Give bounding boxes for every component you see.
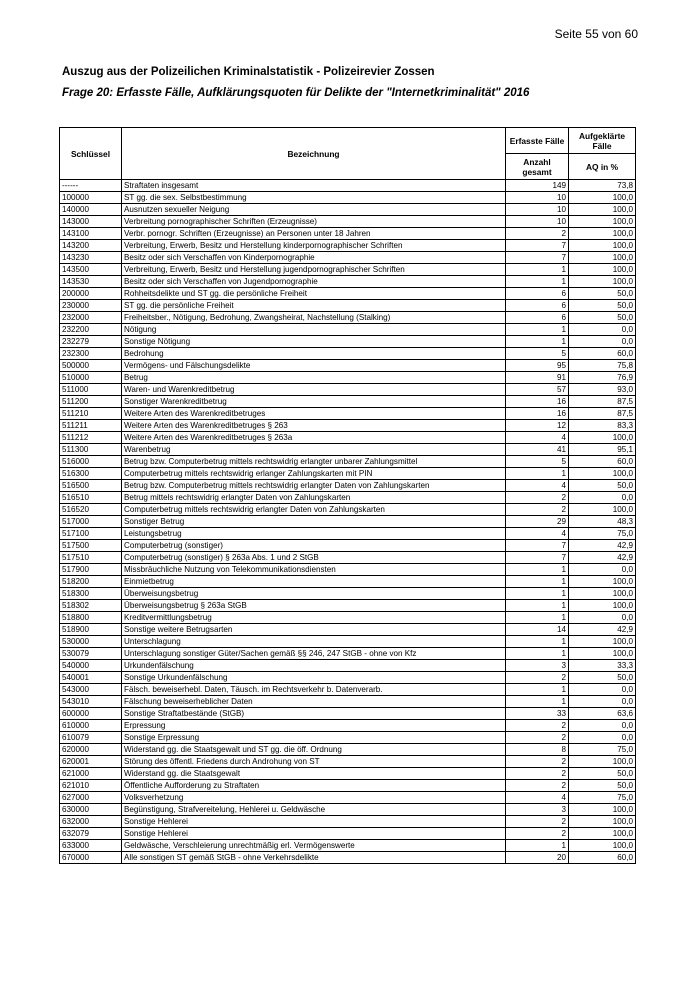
row-name: Sonstige Nötigung bbox=[122, 336, 506, 348]
table-row bbox=[60, 264, 636, 276]
row-count: 1 bbox=[506, 336, 569, 348]
row-count: 1 bbox=[506, 324, 569, 336]
row-key: 516000 bbox=[60, 456, 122, 468]
row-count: 6 bbox=[506, 300, 569, 312]
row-aq: 100,0 bbox=[569, 432, 636, 444]
row-name: Missbräuchliche Nutzung von Telekommunikationsdiensten bbox=[122, 564, 506, 576]
row-aq: 50,0 bbox=[569, 300, 636, 312]
row-key: 540001 bbox=[60, 672, 122, 684]
table-row bbox=[60, 408, 636, 420]
row-key: 516510 bbox=[60, 492, 122, 504]
row-count: 2 bbox=[506, 492, 569, 504]
row-name: Kreditvermittlungsbetrug bbox=[122, 612, 506, 624]
row-count: 2 bbox=[506, 672, 569, 684]
table-row bbox=[60, 756, 636, 768]
row-count: 1 bbox=[506, 588, 569, 600]
row-aq: 50,0 bbox=[569, 312, 636, 324]
table-row bbox=[60, 288, 636, 300]
row-count: 1 bbox=[506, 576, 569, 588]
row-count: 8 bbox=[506, 744, 569, 756]
table-row bbox=[60, 348, 636, 360]
row-key: 633000 bbox=[60, 840, 122, 852]
row-aq: 100,0 bbox=[569, 804, 636, 816]
row-key: 232000 bbox=[60, 312, 122, 324]
row-aq: 100,0 bbox=[569, 840, 636, 852]
statistics-table bbox=[59, 127, 636, 864]
row-aq: 95,1 bbox=[569, 444, 636, 456]
row-aq: 75,0 bbox=[569, 792, 636, 804]
row-aq: 100,0 bbox=[569, 252, 636, 264]
row-aq: 100,0 bbox=[569, 600, 636, 612]
row-count: 4 bbox=[506, 528, 569, 540]
row-key: 610000 bbox=[60, 720, 122, 732]
row-aq: 0,0 bbox=[569, 324, 636, 336]
row-key: 200000 bbox=[60, 288, 122, 300]
row-count: 6 bbox=[506, 312, 569, 324]
table-row bbox=[60, 228, 636, 240]
row-count: 2 bbox=[506, 732, 569, 744]
table-row bbox=[60, 384, 636, 396]
row-key: 517100 bbox=[60, 528, 122, 540]
row-name: ST gg. die sex. Selbstbestimmung bbox=[122, 192, 506, 204]
row-count: 1 bbox=[506, 684, 569, 696]
row-name: Ausnutzen sexueller Neigung bbox=[122, 204, 506, 216]
row-name: Verbr. pornogr. Schriften (Erzeugnisse) an Personen unter 18 Jahren bbox=[122, 228, 506, 240]
row-key: 518302 bbox=[60, 600, 122, 612]
row-name: Unterschlagung bbox=[122, 636, 506, 648]
row-count: 95 bbox=[506, 360, 569, 372]
row-key: 610079 bbox=[60, 732, 122, 744]
row-aq: 0,0 bbox=[569, 336, 636, 348]
row-key: 632079 bbox=[60, 828, 122, 840]
table-row bbox=[60, 396, 636, 408]
row-key: 500000 bbox=[60, 360, 122, 372]
row-aq: 100,0 bbox=[569, 204, 636, 216]
row-name: Betrug bbox=[122, 372, 506, 384]
table-row bbox=[60, 252, 636, 264]
row-aq: 100,0 bbox=[569, 504, 636, 516]
row-name: Betrug bzw. Computerbetrug mittels rechtswidrig erlangter unbarer Zahlungsmittel bbox=[122, 456, 506, 468]
row-name: Verbreitung, Erwerb, Besitz und Herstellung jugendpornographischer Schriften bbox=[122, 264, 506, 276]
row-name: Freiheitsber., Nötigung, Bedrohung, Zwangsheirat, Nachstellung (Stalking) bbox=[122, 312, 506, 324]
row-name: Warenbetrug bbox=[122, 444, 506, 456]
row-key: 517500 bbox=[60, 540, 122, 552]
row-aq: 63,6 bbox=[569, 708, 636, 720]
row-aq: 0,0 bbox=[569, 612, 636, 624]
row-aq: 50,0 bbox=[569, 288, 636, 300]
row-name: Sonstiger Betrug bbox=[122, 516, 506, 528]
row-name: Weitere Arten des Warenkreditbetruges bbox=[122, 408, 506, 420]
row-key: 516520 bbox=[60, 504, 122, 516]
row-count: 16 bbox=[506, 408, 569, 420]
row-count: 41 bbox=[506, 444, 569, 456]
row-count: 2 bbox=[506, 720, 569, 732]
table-row bbox=[60, 648, 636, 660]
row-name: Begünstigung, Strafvereitelung, Hehlerei u. Geldwäsche bbox=[122, 804, 506, 816]
row-count: 20 bbox=[506, 852, 569, 864]
table-row bbox=[60, 600, 636, 612]
row-count: 1 bbox=[506, 264, 569, 276]
row-name: Einmietbetrug bbox=[122, 576, 506, 588]
row-aq: 33,3 bbox=[569, 660, 636, 672]
table-row bbox=[60, 240, 636, 252]
table-body bbox=[60, 180, 636, 864]
row-count: 2 bbox=[506, 816, 569, 828]
row-count: 3 bbox=[506, 804, 569, 816]
row-aq: 87,5 bbox=[569, 396, 636, 408]
row-aq: 100,0 bbox=[569, 816, 636, 828]
table-row bbox=[60, 840, 636, 852]
header-solved-sub: AQ in % bbox=[569, 154, 636, 180]
row-aq: 87,5 bbox=[569, 408, 636, 420]
table-row bbox=[60, 696, 636, 708]
row-count: 1 bbox=[506, 564, 569, 576]
row-name: Straftaten insgesamt bbox=[122, 180, 506, 192]
row-count: 2 bbox=[506, 828, 569, 840]
row-key: 100000 bbox=[60, 192, 122, 204]
table-row bbox=[60, 624, 636, 636]
row-count: 14 bbox=[506, 624, 569, 636]
row-count: 10 bbox=[506, 216, 569, 228]
row-name: Fälschung beweiserheblicher Daten bbox=[122, 696, 506, 708]
row-count: 1 bbox=[506, 468, 569, 480]
row-name: Sonstige Hehlerei bbox=[122, 816, 506, 828]
table-row bbox=[60, 492, 636, 504]
row-count: 7 bbox=[506, 540, 569, 552]
row-count: 4 bbox=[506, 792, 569, 804]
row-key: 143200 bbox=[60, 240, 122, 252]
row-name: Sonstige Hehlerei bbox=[122, 828, 506, 840]
row-aq: 48,3 bbox=[569, 516, 636, 528]
row-key: 143000 bbox=[60, 216, 122, 228]
row-name: Nötigung bbox=[122, 324, 506, 336]
table-row bbox=[60, 192, 636, 204]
table-row bbox=[60, 660, 636, 672]
row-key: 511210 bbox=[60, 408, 122, 420]
row-name: Vermögens- und Fälschungsdelikte bbox=[122, 360, 506, 372]
table-row bbox=[60, 576, 636, 588]
row-aq: 50,0 bbox=[569, 768, 636, 780]
row-name: Widerstand gg. die Staatsgewalt bbox=[122, 768, 506, 780]
row-aq: 100,0 bbox=[569, 468, 636, 480]
row-aq: 60,0 bbox=[569, 456, 636, 468]
row-key: 232279 bbox=[60, 336, 122, 348]
table-row bbox=[60, 780, 636, 792]
row-key: 517000 bbox=[60, 516, 122, 528]
table-row bbox=[60, 504, 636, 516]
row-name: Überweisungsbetrug bbox=[122, 588, 506, 600]
row-name: Besitz oder sich Verschaffen von Kinderpornographie bbox=[122, 252, 506, 264]
header-name: Bezeichnung bbox=[122, 128, 506, 180]
row-key: 530000 bbox=[60, 636, 122, 648]
page-number: Seite 55 von 60 bbox=[554, 27, 638, 41]
row-aq: 0,0 bbox=[569, 684, 636, 696]
row-aq: 0,0 bbox=[569, 696, 636, 708]
row-name: Besitz oder sich Verschaffen von Jugendpornographie bbox=[122, 276, 506, 288]
row-count: 10 bbox=[506, 192, 569, 204]
row-aq: 100,0 bbox=[569, 588, 636, 600]
table-row bbox=[60, 744, 636, 756]
row-count: 2 bbox=[506, 228, 569, 240]
row-name: Widerstand gg. die Staatsgewalt und ST gg. die öff. Ordnung bbox=[122, 744, 506, 756]
row-aq: 0,0 bbox=[569, 564, 636, 576]
row-key: 511212 bbox=[60, 432, 122, 444]
row-key: 143500 bbox=[60, 264, 122, 276]
row-key: ------ bbox=[60, 180, 122, 192]
table-row bbox=[60, 360, 636, 372]
row-name: Computerbetrug (sonstiger) bbox=[122, 540, 506, 552]
table-row bbox=[60, 792, 636, 804]
row-key: 518800 bbox=[60, 612, 122, 624]
row-count: 91 bbox=[506, 372, 569, 384]
row-count: 1 bbox=[506, 636, 569, 648]
row-count: 16 bbox=[506, 396, 569, 408]
row-count: 3 bbox=[506, 660, 569, 672]
table-row bbox=[60, 852, 636, 864]
row-key: 670000 bbox=[60, 852, 122, 864]
row-aq: 100,0 bbox=[569, 576, 636, 588]
row-aq: 50,0 bbox=[569, 780, 636, 792]
table-row bbox=[60, 828, 636, 840]
row-key: 530079 bbox=[60, 648, 122, 660]
header-cases-sub: Anzahl gesamt bbox=[506, 154, 569, 180]
table-row bbox=[60, 216, 636, 228]
table-row bbox=[60, 684, 636, 696]
row-aq: 75,8 bbox=[569, 360, 636, 372]
row-key: 143230 bbox=[60, 252, 122, 264]
table-row bbox=[60, 540, 636, 552]
row-key: 621010 bbox=[60, 780, 122, 792]
row-count: 2 bbox=[506, 768, 569, 780]
row-aq: 100,0 bbox=[569, 828, 636, 840]
row-name: Unterschlagung sonstiger Güter/Sachen gemäß §§ 246, 247 StGB - ohne von Kfz bbox=[122, 648, 506, 660]
row-name: Volksverhetzung bbox=[122, 792, 506, 804]
row-name: Betrug mittels rechtswidrig erlangter Daten von Zahlungskarten bbox=[122, 492, 506, 504]
row-key: 620001 bbox=[60, 756, 122, 768]
table-row bbox=[60, 324, 636, 336]
row-name: Alle sonstigen ST gemäß StGB - ohne Verkehrsdelikte bbox=[122, 852, 506, 864]
row-name: ST gg. die persönliche Freiheit bbox=[122, 300, 506, 312]
table-row bbox=[60, 432, 636, 444]
row-key: 511200 bbox=[60, 396, 122, 408]
row-count: 1 bbox=[506, 276, 569, 288]
row-count: 57 bbox=[506, 384, 569, 396]
row-aq: 75,0 bbox=[569, 528, 636, 540]
row-key: 510000 bbox=[60, 372, 122, 384]
row-name: Überweisungsbetrug § 263a StGB bbox=[122, 600, 506, 612]
row-aq: 100,0 bbox=[569, 264, 636, 276]
row-name: Sonstige Urkundenfälschung bbox=[122, 672, 506, 684]
row-name: Fälsch. beweiserhebl. Daten, Täusch. im Rechtsverkehr b. Datenverarb. bbox=[122, 684, 506, 696]
table-row bbox=[60, 768, 636, 780]
row-aq: 50,0 bbox=[569, 480, 636, 492]
row-key: 143100 bbox=[60, 228, 122, 240]
row-aq: 100,0 bbox=[569, 636, 636, 648]
row-aq: 83,3 bbox=[569, 420, 636, 432]
row-key: 518300 bbox=[60, 588, 122, 600]
row-aq: 60,0 bbox=[569, 348, 636, 360]
table-row bbox=[60, 720, 636, 732]
row-key: 232300 bbox=[60, 348, 122, 360]
document-title: Auszug aus der Polizeilichen Kriminalstatistik - Polizeirevier Zossen bbox=[62, 66, 435, 78]
row-count: 33 bbox=[506, 708, 569, 720]
row-aq: 75,0 bbox=[569, 744, 636, 756]
row-count: 1 bbox=[506, 648, 569, 660]
row-key: 511300 bbox=[60, 444, 122, 456]
row-name: Computerbetrug mittels rechtswidrig erlangter Daten von Zahlungskarten bbox=[122, 504, 506, 516]
row-name: Öffentliche Aufforderung zu Straftaten bbox=[122, 780, 506, 792]
row-aq: 100,0 bbox=[569, 228, 636, 240]
table-row bbox=[60, 564, 636, 576]
row-aq: 100,0 bbox=[569, 192, 636, 204]
row-name: Leistungsbetrug bbox=[122, 528, 506, 540]
row-name: Waren- und Warenkreditbetrug bbox=[122, 384, 506, 396]
row-count: 2 bbox=[506, 756, 569, 768]
row-count: 29 bbox=[506, 516, 569, 528]
row-name: Rohheitsdelikte und ST gg. die persönliche Freiheit bbox=[122, 288, 506, 300]
row-count: 4 bbox=[506, 432, 569, 444]
table-row bbox=[60, 528, 636, 540]
document-subtitle: Frage 20: Erfasste Fälle, Aufklärungsquoten für Delikte der "Internetkriminalität" 2016 bbox=[62, 87, 530, 99]
row-aq: 73,8 bbox=[569, 180, 636, 192]
row-name: Verbreitung pornographischer Schriften (Erzeugnisse) bbox=[122, 216, 506, 228]
row-key: 518900 bbox=[60, 624, 122, 636]
table-row bbox=[60, 552, 636, 564]
row-key: 543010 bbox=[60, 696, 122, 708]
table-row bbox=[60, 300, 636, 312]
row-name: Bedrohung bbox=[122, 348, 506, 360]
row-aq: 100,0 bbox=[569, 648, 636, 660]
row-aq: 42,9 bbox=[569, 624, 636, 636]
row-name: Betrug bzw. Computerbetrug mittels rechtswidrig erlangter Daten von Zahlungskarten bbox=[122, 480, 506, 492]
row-name: Sonstige Erpressung bbox=[122, 732, 506, 744]
row-count: 149 bbox=[506, 180, 569, 192]
table-row bbox=[60, 804, 636, 816]
row-count: 1 bbox=[506, 696, 569, 708]
row-count: 1 bbox=[506, 612, 569, 624]
row-aq: 0,0 bbox=[569, 720, 636, 732]
row-aq: 76,9 bbox=[569, 372, 636, 384]
row-name: Geldwäsche, Verschleierung unrechtmäßig erl. Vermögenswerte bbox=[122, 840, 506, 852]
table-row bbox=[60, 708, 636, 720]
row-key: 620000 bbox=[60, 744, 122, 756]
row-key: 516500 bbox=[60, 480, 122, 492]
row-key: 627000 bbox=[60, 792, 122, 804]
header-key: Schlüssel bbox=[60, 128, 122, 180]
table-row bbox=[60, 444, 636, 456]
row-count: 1 bbox=[506, 840, 569, 852]
row-name: Erpressung bbox=[122, 720, 506, 732]
row-count: 5 bbox=[506, 456, 569, 468]
row-key: 232200 bbox=[60, 324, 122, 336]
row-aq: 100,0 bbox=[569, 216, 636, 228]
table-row bbox=[60, 312, 636, 324]
row-key: 230000 bbox=[60, 300, 122, 312]
row-key: 600000 bbox=[60, 708, 122, 720]
table-row bbox=[60, 732, 636, 744]
row-key: 143530 bbox=[60, 276, 122, 288]
row-count: 7 bbox=[506, 240, 569, 252]
table-row bbox=[60, 672, 636, 684]
table-row bbox=[60, 468, 636, 480]
table-row bbox=[60, 336, 636, 348]
row-key: 517900 bbox=[60, 564, 122, 576]
row-name: Computerbetrug (sonstiger) § 263a Abs. 1 und 2 StGB bbox=[122, 552, 506, 564]
row-aq: 100,0 bbox=[569, 756, 636, 768]
row-name: Sonstiger Warenkreditbetrug bbox=[122, 396, 506, 408]
header-cases: Erfasste Fälle bbox=[506, 128, 569, 154]
table-row bbox=[60, 816, 636, 828]
row-count: 10 bbox=[506, 204, 569, 216]
row-key: 621000 bbox=[60, 768, 122, 780]
row-aq: 100,0 bbox=[569, 276, 636, 288]
row-count: 2 bbox=[506, 780, 569, 792]
row-name: Computerbetrug mittels rechtswidrig erlanger Zahlungskarten mit PIN bbox=[122, 468, 506, 480]
row-count: 1 bbox=[506, 600, 569, 612]
row-name: Weitere Arten des Warenkreditbetruges § 263a bbox=[122, 432, 506, 444]
row-name: Sonstige Straftatbestände (StGB) bbox=[122, 708, 506, 720]
row-count: 5 bbox=[506, 348, 569, 360]
row-count: 7 bbox=[506, 252, 569, 264]
row-name: Urkundenfälschung bbox=[122, 660, 506, 672]
row-key: 630000 bbox=[60, 804, 122, 816]
table-row bbox=[60, 456, 636, 468]
row-name: Weitere Arten des Warenkreditbetruges § 263 bbox=[122, 420, 506, 432]
row-count: 4 bbox=[506, 480, 569, 492]
row-name: Verbreitung, Erwerb, Besitz und Herstellung kinderpornographischer Schriften bbox=[122, 240, 506, 252]
row-aq: 93,0 bbox=[569, 384, 636, 396]
row-key: 518200 bbox=[60, 576, 122, 588]
row-count: 6 bbox=[506, 288, 569, 300]
table-row bbox=[60, 480, 636, 492]
row-aq: 100,0 bbox=[569, 240, 636, 252]
row-count: 2 bbox=[506, 504, 569, 516]
row-key: 511211 bbox=[60, 420, 122, 432]
table-row bbox=[60, 516, 636, 528]
row-aq: 42,9 bbox=[569, 552, 636, 564]
row-count: 12 bbox=[506, 420, 569, 432]
row-key: 140000 bbox=[60, 204, 122, 216]
row-key: 516300 bbox=[60, 468, 122, 480]
table-row bbox=[60, 420, 636, 432]
row-key: 540000 bbox=[60, 660, 122, 672]
row-name: Sonstige weitere Betrugsarten bbox=[122, 624, 506, 636]
table-row bbox=[60, 372, 636, 384]
row-name: Störung des öffentl. Friedens durch Androhung von ST bbox=[122, 756, 506, 768]
header-solved: Aufgeklärte Fälle bbox=[569, 128, 636, 154]
table-row bbox=[60, 588, 636, 600]
row-count: 7 bbox=[506, 552, 569, 564]
row-aq: 50,0 bbox=[569, 672, 636, 684]
row-key: 511000 bbox=[60, 384, 122, 396]
table-row bbox=[60, 204, 636, 216]
table-row bbox=[60, 180, 636, 192]
row-key: 543000 bbox=[60, 684, 122, 696]
table-row bbox=[60, 276, 636, 288]
row-key: 632000 bbox=[60, 816, 122, 828]
row-aq: 0,0 bbox=[569, 732, 636, 744]
table-row bbox=[60, 636, 636, 648]
row-key: 517510 bbox=[60, 552, 122, 564]
table-row bbox=[60, 612, 636, 624]
row-aq: 42,9 bbox=[569, 540, 636, 552]
row-aq: 60,0 bbox=[569, 852, 636, 864]
row-aq: 0,0 bbox=[569, 492, 636, 504]
